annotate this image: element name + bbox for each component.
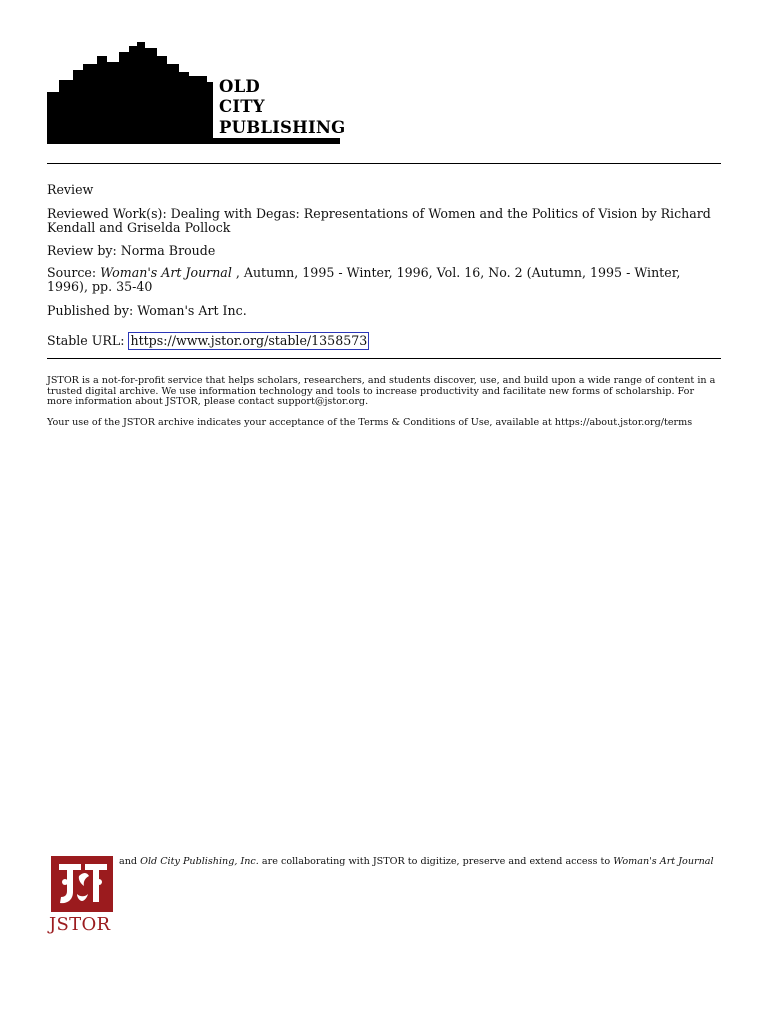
source-journal: Woman's Art Journal bbox=[100, 265, 232, 280]
collab-partner: Old City Publishing, Inc. bbox=[140, 856, 259, 867]
logo-text-publishing: PUBLISHING bbox=[219, 118, 346, 137]
jstor-wordmark: JSTOR bbox=[49, 914, 111, 935]
source-citation bbox=[47, 266, 719, 294]
review-by: Review by: Norma Broude bbox=[47, 243, 216, 258]
stable-url-label: Stable URL: bbox=[47, 333, 129, 348]
top-divider bbox=[47, 163, 721, 164]
review-label: Review bbox=[47, 182, 94, 197]
terms-notice: Your use of the JSTOR archive indicates your acceptance of the Terms & Conditions of Use, available at https://about.jstor.org/terms bbox=[47, 417, 693, 428]
reviewed-work: Reviewed Work(s): Dealing with Degas: Representations of Women and the Politics of Vision by Richard Kendall and Griselda Pollock bbox=[47, 206, 711, 235]
stable-url-link[interactable]: https://www.jstor.org/stable/1358573 bbox=[130, 333, 368, 348]
collab-journal: Woman's Art Journal bbox=[613, 856, 714, 867]
source-details: , Autumn, 1995 - Winter, 1996, Vol. 16, No. 2 (Autumn, 1995 - Winter, 1996), pp. 35-40 bbox=[47, 265, 681, 294]
logo-text-city: CITY bbox=[219, 97, 265, 116]
bottom-divider bbox=[47, 358, 721, 359]
collaboration-notice bbox=[119, 856, 719, 867]
jstor-emblem-icon bbox=[49, 854, 115, 914]
source-prefix: Source: bbox=[47, 265, 101, 280]
logo-text-old: OLD bbox=[219, 77, 260, 96]
collab-prefix: and bbox=[119, 856, 141, 867]
stable-url-line bbox=[47, 332, 719, 350]
jstor-notice: JSTOR is a not-for-profit service that helps scholars, researchers, and students discover, use, and build upon a wide range of content in a trusted digital archive. We use information technology and tools to increase productivity and facilitate new forms of scholarship. For more information about JSTOR, please contact support@jstor.org. bbox=[47, 375, 716, 407]
old-city-publishing-logo bbox=[47, 42, 347, 144]
published-by: Published by: Woman's Art Inc. bbox=[47, 303, 247, 318]
collab-middle: are collaborating with JSTOR to digitize, preserve and extend access to bbox=[258, 856, 614, 867]
